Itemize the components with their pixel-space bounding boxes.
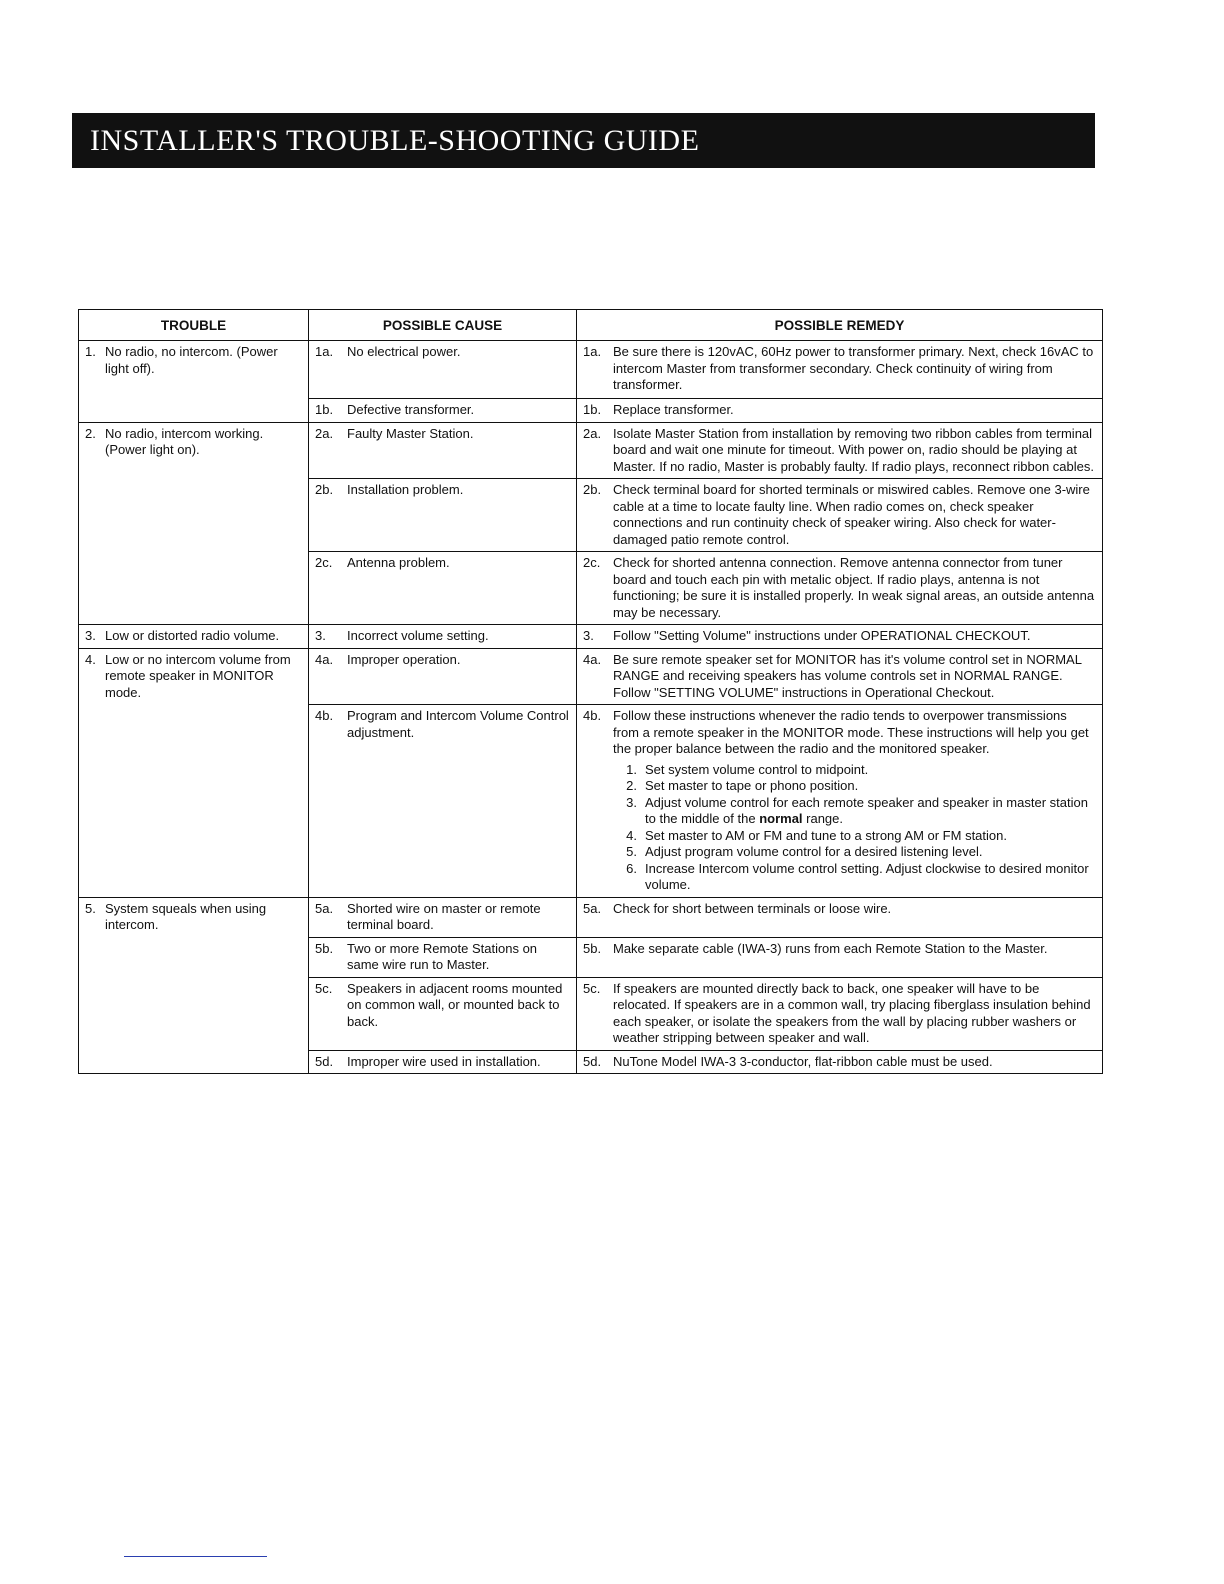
troubleshooting-table xyxy=(78,309,1103,1074)
cause-cell: 3. Incorrect volume setting. xyxy=(309,625,577,649)
remedy-text: Follow these instructions whenever the radio tends to overpower transmissions from a remote speaker in the MONITOR mode. These instructions will help you get the proper balance between the radio and the monitored speaker. xyxy=(613,708,1089,756)
trouble-text: No radio, no intercom. (Power light off). xyxy=(105,344,278,376)
list-item: 6. Increase Intercom volume control setting. Adjust clockwise to desired monitor volume. xyxy=(626,860,1089,892)
cause-text: Incorrect volume setting. xyxy=(347,628,489,643)
volume-steps-list xyxy=(613,762,1096,894)
remedy-text: Follow "Setting Volume" instructions under OPERATIONAL CHECKOUT. xyxy=(613,628,1031,643)
remedy-text: Be sure remote speaker set for MONITOR has it's volume control set in NORMAL RANGE and receiving speakers has volume controls set in NORMAL RANGE. Follow "SETTING VOLUME" instructions in Operational Checkout. xyxy=(613,651,1082,700)
cause-cell: 5a. Shorted wire on master or remote terminal board. xyxy=(309,897,577,937)
cause-cell: 1a. No electrical power. xyxy=(309,341,577,399)
remedy-cell: 3. Follow "Setting Volume" instructions under OPERATIONAL CHECKOUT. xyxy=(577,625,1103,649)
trouble-text: No radio, intercom working. (Power light on). xyxy=(105,425,264,457)
table-row xyxy=(79,625,1103,649)
header-remedy: POSSIBLE REMEDY xyxy=(577,310,1103,341)
remedy-cell: 2a. Isolate Master Station from installation by removing two ribbon cables from terminal board and wait one minute for timeout. With power on, radio should be playing at Master. If no radio, Master is probably faulty. If radio plays, reconnect ribbon cables. xyxy=(577,422,1103,479)
list-item: 4. Set master to AM or FM and tune to a strong AM or FM station. xyxy=(626,827,1007,843)
trouble-cell: 4. Low or no intercom volume from remote speaker in MONITOR mode. xyxy=(79,648,309,897)
remedy-cell: 5b. Make separate cable (IWA-3) runs from each Remote Station to the Master. xyxy=(577,937,1103,977)
footer-rule xyxy=(124,1556,267,1557)
cause-cell: 4b. Program and Intercom Volume Control adjustment. xyxy=(309,705,577,898)
remedy-cell: 5d. NuTone Model IWA-3 3-conductor, flat-ribbon cable must be used. xyxy=(577,1050,1103,1074)
trouble-cell: 5. System squeals when using intercom. xyxy=(79,897,309,1074)
remedy-text: Be sure there is 120vAC, 60Hz power to transformer primary. Next, check 16vAC to intercom Master from transformer secondary. Check continuity of wiring from transformer. xyxy=(613,344,1094,392)
cause-cell: 4a. Improper operation. xyxy=(309,648,577,705)
cause-cell: 1b. Defective transformer. xyxy=(309,399,577,423)
page-title: INSTALLER'S TROUBLE-SHOOTING GUIDE xyxy=(90,123,700,157)
cause-text: Installation problem. xyxy=(347,482,464,497)
remedy-cell: 1b. Replace transformer. xyxy=(577,399,1103,423)
remedy-cell: 5a. Check for short between terminals or loose wire. xyxy=(577,897,1103,937)
cause-text: Improper operation. xyxy=(347,651,461,667)
remedy-cell: 5c. If speakers are mounted directly back to back, one speaker will have to be relocated. If speakers are in a common wall, try placing fiberglass insulation behind each speaker, or isolate the speakers from the wall by placing rubber washers or weather stripping between speaker and wall. xyxy=(577,977,1103,1050)
table-row xyxy=(79,341,1103,399)
trouble-text: System squeals when using intercom. xyxy=(105,900,267,932)
cause-cell: 5d. Improper wire used in installation. xyxy=(309,1050,577,1074)
remedy-cell: 2c. Check for shorted antenna connection. Remove antenna connector from tuner board and touch each pin with metalic object. If radio plays, antenna is not functioning; be sure it is installed properly. In weak signal areas, an outside antenna may be necessary. xyxy=(577,552,1103,625)
remedy-text: Check for short between terminals or loose wire. xyxy=(613,900,892,916)
cause-text: Shorted wire on master or remote terminal board. xyxy=(347,900,541,932)
header-trouble: TROUBLE xyxy=(79,310,309,341)
remedy-text: Check terminal board for shorted terminals or miswired cables. Remove one 3-wire cable at a time to locate faulty line. When radio comes on, check speaker connections and run continuity check of speaker wiring. Also check for water-damaged patio remote control. xyxy=(613,482,1090,547)
trouble-cell: 1. No radio, no intercom. (Power light off). xyxy=(79,341,309,423)
header-row xyxy=(79,310,1103,341)
remedy-cell: 4a. Be sure remote speaker set for MONITOR has it's volume control set in NORMAL RANGE and receiving speakers has volume controls set in NORMAL RANGE. Follow "SETTING VOLUME" instructions in Operational Checkout. xyxy=(577,648,1103,705)
cause-cell: 5c. Speakers in adjacent rooms mounted on common wall, or mounted back to back. xyxy=(309,977,577,1050)
trouble-text: Low or no intercom volume from remote speaker in MONITOR mode. xyxy=(105,651,291,700)
cause-text: Faulty Master Station. xyxy=(347,425,474,441)
trouble-text: Low or distorted radio volume. xyxy=(105,628,280,643)
list-item: 2. Set master to tape or phono position. xyxy=(626,778,859,793)
remedy-cell: 4b. Follow these instructions whenever the radio tends to overpower transmissions from a remote speaker in the MONITOR mode. These instructions will help you get the proper balance between the radio and the monitored speaker. 1. Set system volume control to midpoint. 2. Set master to tape or phono position. 3. Adjust volume control for each remote speaker and speaker in master station to the middle of the normal range. 4. Set master to AM or FM and tune to a strong AM or FM station. 5. Adjust program volume control for a desired listening level. 6. Increase Intercom volume control setting. Adjust clockwise to desired monitor volume. xyxy=(577,705,1103,898)
table-row xyxy=(79,897,1103,937)
cause-text: Defective transformer. xyxy=(347,402,475,417)
remedy-text: Replace transformer. xyxy=(613,402,734,417)
cause-text: Program and Intercom Volume Control adjustment. xyxy=(347,708,569,740)
cause-cell: 5b. Two or more Remote Stations on same wire run to Master. xyxy=(309,937,577,977)
list-item: 3. Adjust volume control for each remote speaker and speaker in master station to the middle of the normal range. xyxy=(626,794,1088,826)
cause-text: Improper wire used in installation. xyxy=(347,1053,541,1069)
remedy-text: If speakers are mounted directly back to back, one speaker will have to be relocated. If speakers are in a common wall, try placing fiberglass insulation behind each speaker, or isolate the speakers from the wall by placing rubber washers or weather stripping between speaker and wall. xyxy=(613,980,1091,1045)
remedy-cell: 1a. Be sure there is 120vAC, 60Hz power to transformer primary. Next, check 16vAC to intercom Master from transformer secondary. Check continuity of wiring from transformer. xyxy=(577,341,1103,399)
trouble-cell: 3. Low or distorted radio volume. xyxy=(79,625,309,649)
table-row xyxy=(79,648,1103,705)
cause-cell: 2a. Faulty Master Station. xyxy=(309,422,577,479)
cause-text: Two or more Remote Stations on same wire run to Master. xyxy=(347,940,538,972)
table-row xyxy=(79,422,1103,479)
cause-text: No electrical power. xyxy=(347,344,461,359)
remedy-text: Make separate cable (IWA-3) runs from each Remote Station to the Master. xyxy=(613,940,1048,956)
cause-text: Antenna problem. xyxy=(347,555,450,570)
cause-cell: 2c. Antenna problem. xyxy=(309,552,577,625)
remedy-text: Check for shorted antenna connection. Remove antenna connector from tuner board and touch each pin with metalic object. If radio plays, antenna is not functioning; be sure it is installed properly. In weak signal areas, an outside antenna may be necessary. xyxy=(613,555,1095,620)
list-item: 5. Adjust program volume control for a desired listening level. xyxy=(626,844,983,859)
list-item: 1. Set system volume control to midpoint. xyxy=(626,761,869,777)
remedy-cell: 2b. Check terminal board for shorted terminals or miswired cables. Remove one 3-wire cable at a time to locate faulty line. When radio comes on, check speaker connections and run continuity check of speaker wiring. Also check for water-damaged patio remote control. xyxy=(577,479,1103,552)
page-title-banner xyxy=(72,113,1095,168)
remedy-text: Isolate Master Station from installation by removing two ribbon cables from terminal board and wait one minute for timeout. With power on, radio should be playing at Master. If no radio, Master is probably faulty. If radio plays, reconnect ribbon cables. xyxy=(613,425,1094,474)
cause-text: Speakers in adjacent rooms mounted on common wall, or mounted back to back. xyxy=(347,980,563,1029)
cause-cell: 2b. Installation problem. xyxy=(309,479,577,552)
trouble-cell: 2. No radio, intercom working. (Power light on). xyxy=(79,422,309,625)
remedy-text: NuTone Model IWA-3 3-conductor, flat-ribbon cable must be used. xyxy=(613,1053,993,1069)
header-cause: POSSIBLE CAUSE xyxy=(309,310,577,341)
